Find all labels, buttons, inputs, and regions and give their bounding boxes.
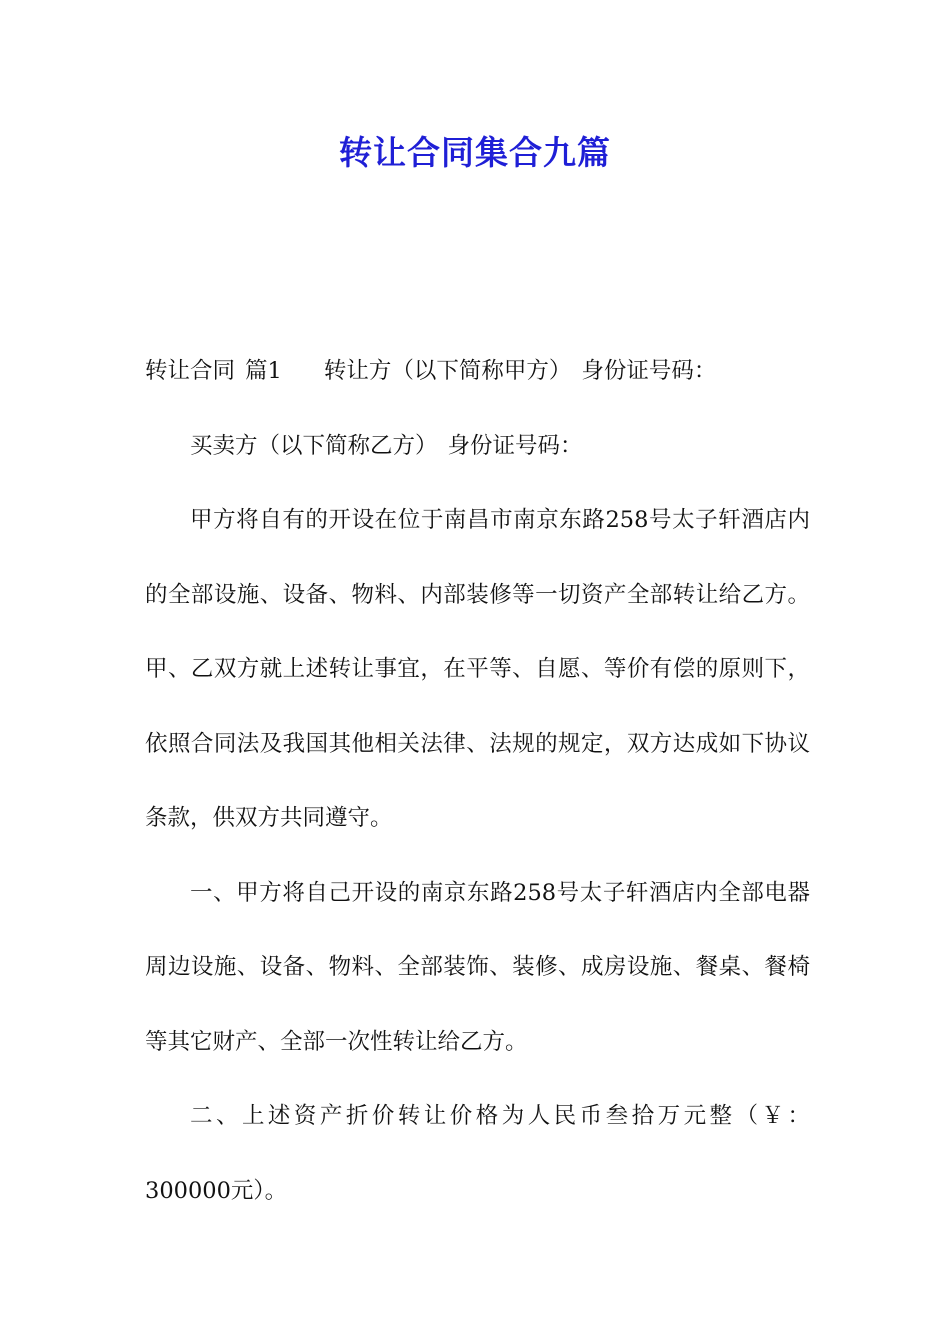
- body-paragraph-clause-2: 二、上述资产折价转让价格为人民币叁拾万元整（￥：300000元）。: [145, 1103, 810, 1204]
- document-body: [145, 334, 810, 1228]
- transferor-id-label: 身份证号码：: [581, 358, 717, 384]
- body-paragraph-clause-1: 一、甲方将自己开设的南京东路258号太子轩酒店内全部电器周边设施、设备、物料、全部装饰、装修、成房设施、餐桌、餐椅等其它财产、全部一次性转让给乙方。: [145, 879, 810, 1055]
- article-number: 篇1: [245, 358, 282, 384]
- buyer-id-label: 身份证号码：: [447, 432, 583, 459]
- contract-label: 转让合同: [145, 358, 236, 384]
- buyer-line: [145, 409, 810, 484]
- buyer-label: 买卖方（以下简称乙方）: [190, 432, 438, 459]
- contract-heading-line: [145, 334, 810, 409]
- body-paragraph-intro: 甲方将自有的开设在位于南昌市南京东路258号太子轩酒店内的全部设施、设备、物料、内部装修等一切资产全部转让给乙方。甲、乙双方就上述转让事宜，在平等、自愿、等价有偿的原则下，依照合同法及我国其他相关法律、法规的规定，双方达成如下协议条款，供双方共同遵守。: [145, 507, 810, 831]
- transferor-label: 转让方（以下简称甲方）: [323, 358, 572, 384]
- document-title: 转让合同集合九篇: [339, 133, 611, 172]
